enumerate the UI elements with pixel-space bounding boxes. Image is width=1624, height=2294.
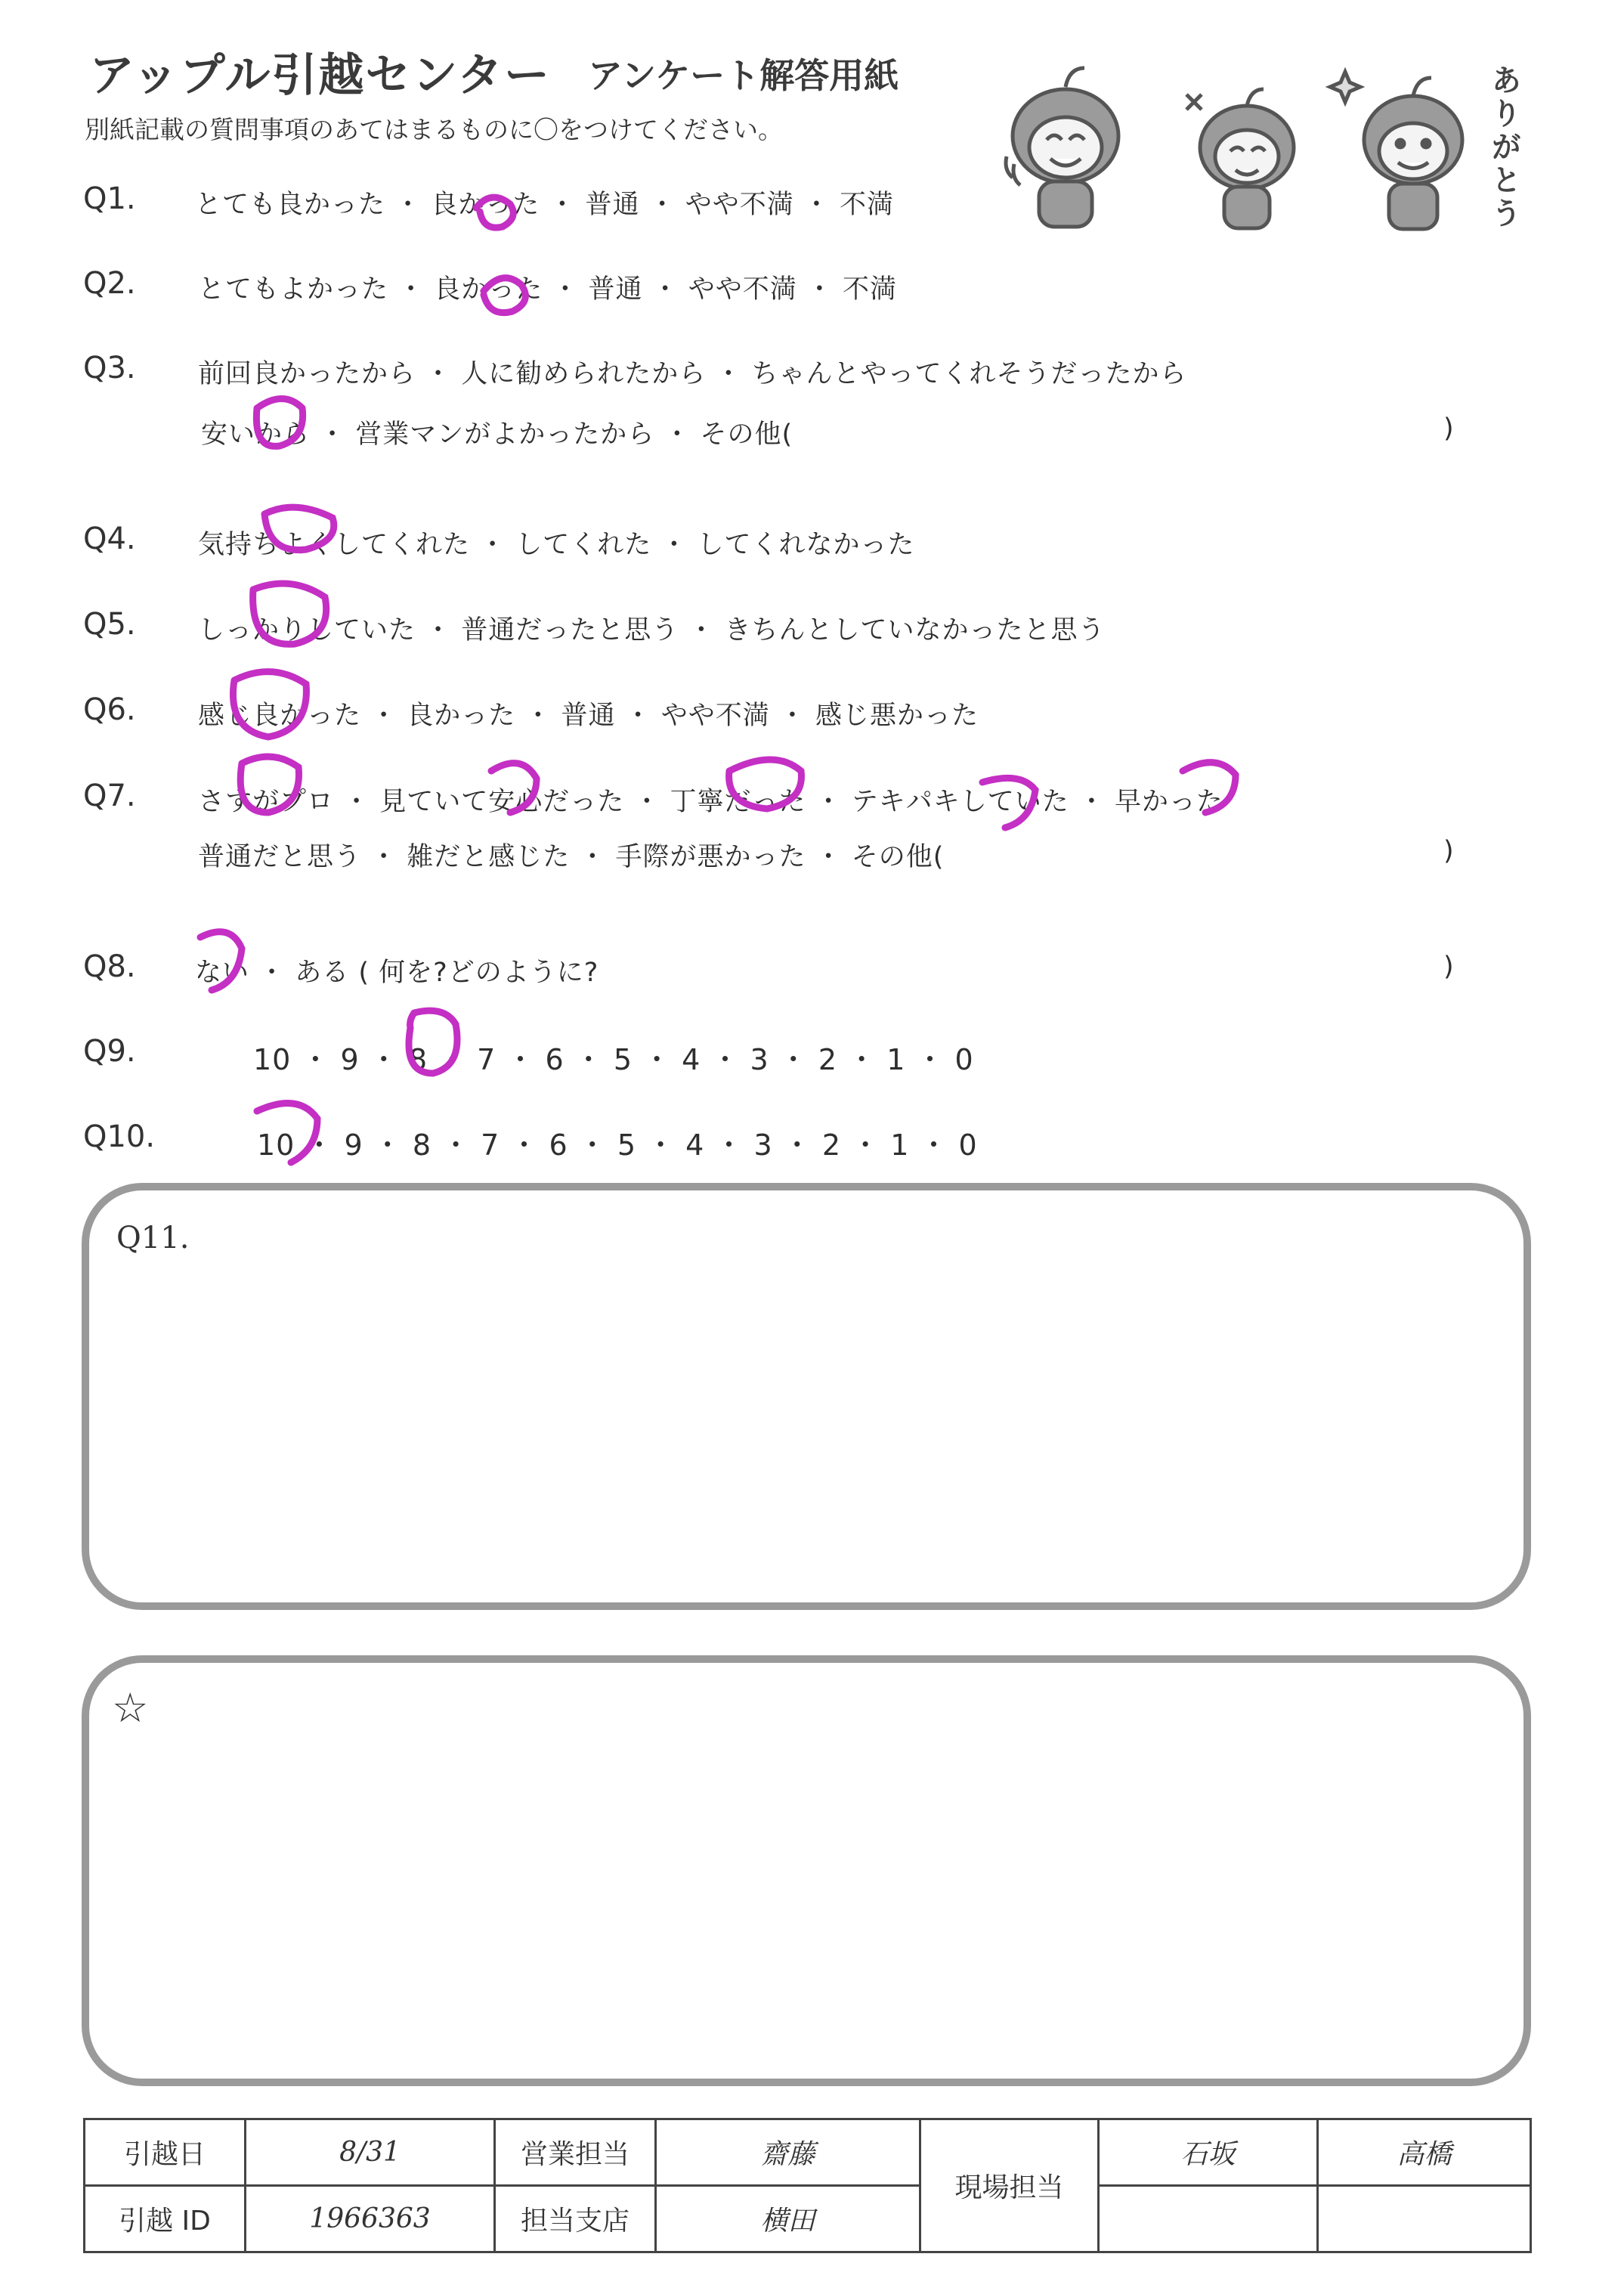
- q3-label: Q3.: [83, 351, 136, 385]
- q7-close-paren: ): [1443, 836, 1454, 866]
- q11-comment-box[interactable]: [82, 1183, 1531, 1610]
- q9-scale[interactable]: 10 ・ 9 ・ 8 ・ 7 ・ 6 ・ 5 ・ 4 ・ 3 ・ 2 ・ 1 ・ 0: [253, 1043, 974, 1076]
- q10-label: Q10.: [83, 1119, 156, 1154]
- sales-rep-label: 営業担当: [495, 2119, 656, 2186]
- footer-info-table: [83, 2118, 1532, 2253]
- q8-options[interactable]: ない ・ ある ( 何を?どのように?: [195, 958, 599, 988]
- q5-options[interactable]: しっかりしていた ・ 普通だったと思う ・ きちんとしていなかったと思う: [198, 615, 1106, 645]
- q4-label: Q4.: [83, 522, 136, 556]
- monkey-middle-icon: [1186, 89, 1294, 228]
- q9-label: Q9.: [83, 1034, 136, 1069]
- site-staff-empty-cell-2: [1318, 2186, 1531, 2252]
- q1-options[interactable]: とても良かった ・ 良かった ・ 普通 ・ やや不満 ・ 不満: [195, 190, 895, 220]
- instructions: 別紙記載の質問事項のあてはまるものに〇をつけてください。: [85, 115, 783, 144]
- q11-box-label: Q11.: [116, 1221, 190, 1255]
- q5-label: Q5.: [83, 607, 136, 642]
- branch-label: 担当支店: [495, 2186, 656, 2252]
- star-box-label: ☆: [112, 1684, 149, 1732]
- monkey-left-icon: [1006, 68, 1118, 227]
- site-staff-value-2[interactable]: 高橋: [1318, 2119, 1531, 2186]
- mascot-thanks-text: ありがとう: [1486, 64, 1521, 231]
- move-id-value[interactable]: 1966363: [246, 2186, 495, 2252]
- q6-label: Q6.: [83, 692, 136, 727]
- sales-rep-value[interactable]: 齋藤: [656, 2119, 920, 2186]
- branch-value[interactable]: 横田: [656, 2186, 920, 2252]
- move-id-label: 引越 ID: [85, 2186, 246, 2252]
- q7-options-line1[interactable]: さすがプロ ・ 見ていて安心だった ・ 丁寧だった ・ テキパキしていた ・ 早かった: [198, 787, 1224, 817]
- q3-close-paren: ): [1443, 413, 1454, 444]
- move-date-label: 引越日: [85, 2119, 246, 2186]
- q4-options[interactable]: 気持ちよくしてくれた ・ してくれた ・ してくれなかった: [198, 530, 915, 560]
- q8-close-paren: ): [1443, 952, 1454, 982]
- site-staff-empty-cell: [1099, 2186, 1318, 2252]
- q8-label: Q8.: [83, 949, 136, 984]
- form-subtitle: アンケート解答用紙: [588, 55, 899, 96]
- q7-options-line2[interactable]: 普通だと思う ・ 雑だと感じた ・ 手際が悪かった ・ その他(: [198, 842, 945, 872]
- star-comment-box[interactable]: [82, 1655, 1531, 2086]
- q2-label: Q2.: [83, 266, 136, 301]
- mascot-illustration: [998, 42, 1527, 246]
- q1-label: Q1.: [83, 181, 136, 216]
- site-staff-label: 現場担当: [920, 2119, 1099, 2252]
- site-staff-value-1[interactable]: 石坂: [1099, 2119, 1318, 2186]
- q10-scale[interactable]: 10 ・ 9 ・ 8 ・ 7 ・ 6 ・ 5 ・ 4 ・ 3 ・ 2 ・ 1 ・ 0: [257, 1128, 978, 1162]
- q2-options[interactable]: とてもよかった ・ 良かった ・ 普通 ・ やや不満 ・ 不満: [198, 274, 898, 305]
- q6-options[interactable]: 感じ良かった ・ 良かった ・ 普通 ・ やや不満 ・ 感じ悪かった: [198, 701, 979, 731]
- q3-options-line1[interactable]: 前回良かったから ・ 人に勧められたから ・ ちゃんとやってくれそうだったから: [198, 359, 1187, 389]
- q7-label: Q7.: [83, 779, 136, 813]
- monkey-right-icon: [1330, 72, 1462, 229]
- company-title: アップル引越センター: [89, 49, 551, 102]
- move-date-value[interactable]: 8/31: [246, 2119, 495, 2186]
- q3-options-line2[interactable]: 安いから ・ 営業マンがよかったから ・ その他(: [201, 419, 793, 450]
